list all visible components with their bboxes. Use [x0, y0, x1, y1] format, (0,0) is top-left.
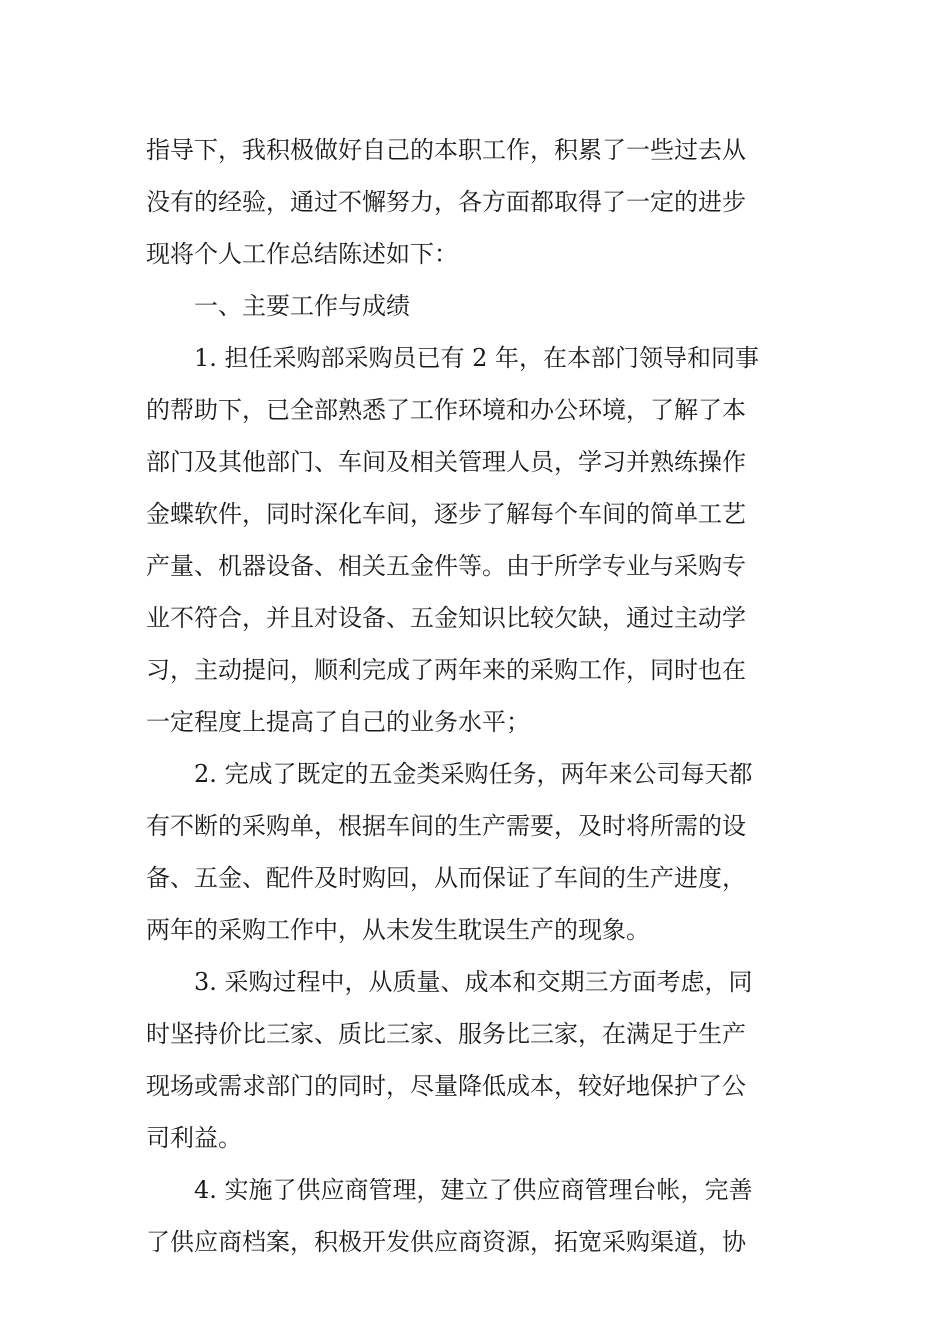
text-line: 2. 完成了既定的五金类采购任务，两年来公司每天都	[194, 760, 753, 788]
text-line: 产量、机器设备、相关五金件等。由于所学专业与采购专	[146, 552, 746, 580]
text-line: 备、五金、配件及时购回，从而保证了车间的生产进度，	[146, 864, 746, 892]
text-line: 4. 实施了供应商管理，建立了供应商管理台帐，完善	[194, 1176, 753, 1204]
text-line: 部门及其他部门、车间及相关管理人员，学习并熟练操作	[146, 448, 746, 476]
text-line: 时坚持价比三家、质比三家、服务比三家，在满足于生产	[146, 1020, 746, 1048]
text-line: 3. 采购过程中，从质量、成本和交期三方面考虑，同	[194, 968, 753, 996]
text-line: 司利益。	[146, 1124, 242, 1152]
text-line: 的帮助下，已全部熟悉了工作环境和办公环境，了解了本	[146, 396, 746, 424]
text-line: 1. 担任采购部采购员已有 2 年，在本部门领导和同事	[194, 344, 760, 372]
text-line: 没有的经验，通过不懈努力，各方面都取得了一定的进步	[146, 188, 746, 216]
text-line: 一定程度上提高了自己的业务水平；	[146, 708, 530, 736]
text-line: 两年的采购工作中，从未发生耽误生产的现象。	[146, 916, 650, 944]
document-body	[146, 124, 826, 1268]
text-line: 现场或需求部门的同时，尽量降低成本，较好地保护了公	[146, 1072, 746, 1100]
text-line: 指导下，我积极做好自己的本职工作，积累了一些过去从	[146, 136, 746, 164]
text-line: 业不符合，并且对设备、五金知识比较欠缺，通过主动学	[146, 604, 746, 632]
text-line: 现将个人工作总结陈述如下：	[146, 240, 458, 268]
text-line: 有不断的采购单，根据车间的生产需要，及时将所需的设	[146, 812, 746, 840]
section-heading: 一、主要工作与成绩	[194, 292, 410, 320]
text-line: 金蝶软件，同时深化车间，逐步了解每个车间的简单工艺	[146, 500, 746, 528]
text-line: 习，主动提问，顺利完成了两年来的采购工作，同时也在	[146, 656, 746, 684]
text-line: 了供应商档案，积极开发供应商资源，拓宽采购渠道，协	[146, 1228, 746, 1256]
